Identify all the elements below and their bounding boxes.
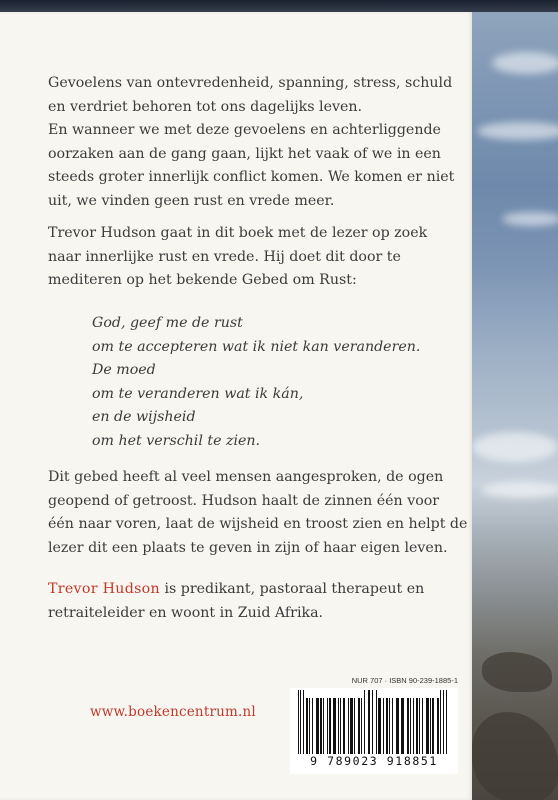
- barcode-bar: [348, 698, 349, 754]
- barcode-bar: [422, 698, 423, 754]
- barcode-bar: [407, 698, 409, 754]
- barcode-bar: [432, 698, 434, 754]
- cloud: [482, 482, 558, 498]
- text-line: retraiteleider en woont in Zuid Afrika.: [48, 604, 324, 621]
- cloud: [472, 432, 558, 462]
- text-line: uit, we vinden geen rust en vrede meer.: [48, 192, 335, 209]
- barcode-bar: [446, 690, 447, 754]
- barcode-bar: [413, 698, 414, 754]
- barcode-bar: [320, 698, 322, 754]
- barcode-bar: [298, 690, 299, 754]
- text-line: lezer dit een plaats te geven in zijn of haar eigen leven.: [48, 539, 448, 556]
- barcode-bar: [392, 698, 393, 754]
- author-name: Trevor Hudson: [48, 581, 160, 597]
- text-line: steeds groter innerlijk conflict komen. We komen er niet: [48, 169, 455, 185]
- barcode-bar: [440, 690, 441, 754]
- poem-line: De moed: [92, 362, 156, 378]
- barcode-bar: [416, 698, 418, 754]
- barcode-bar: [426, 698, 429, 754]
- text-line: Dit gebed heeft al veel mensen aangesproken, de ogen: [48, 469, 444, 485]
- barcode-bar: [419, 698, 420, 754]
- cloud: [502, 212, 558, 226]
- barcode-bar: [338, 698, 339, 754]
- barcode-bar: [329, 698, 331, 754]
- barcode-bar: [398, 698, 399, 754]
- text-line: En wanneer we met deze gevoelens en achterliggende: [48, 122, 441, 138]
- barcode-bar: [333, 698, 336, 754]
- author-bio-text: is predikant, pastoraal therapeut en: [159, 581, 425, 597]
- barcode-bar: [350, 698, 353, 754]
- rock: [472, 712, 558, 800]
- barcode-bar: [378, 698, 381, 754]
- isbn-label: NUR 707 · ISBN 90-239-1885-1: [351, 676, 458, 685]
- text-line: geopend of getroost. Hudson haalt de zinnen één voor: [48, 492, 440, 509]
- barcode-bar: [358, 698, 360, 754]
- author-bio-paragraph: [48, 578, 468, 625]
- barcode-bar: [430, 698, 431, 754]
- barcode-bar: [361, 698, 362, 754]
- prayer-impact-paragraph: [48, 466, 468, 560]
- barcode-bar: [386, 698, 388, 754]
- poem-line: om te veranderen wat ik kán,: [92, 385, 304, 402]
- barcode-bar: [306, 698, 308, 754]
- barcode-bar: [312, 698, 313, 754]
- barcode-bar: [343, 698, 345, 754]
- barcode-bar: [401, 698, 404, 754]
- book-description-paragraph: [48, 222, 468, 293]
- text-line: één naar voren, laat de wijsheid en troost zien en helpt de: [48, 516, 468, 532]
- cover-photo-strip: [472, 12, 558, 800]
- text-line: mediteren op het bekende Gebed om Rust:: [48, 272, 357, 288]
- barcode-bar: [364, 690, 365, 754]
- text-line: oorzaken aan de gang gaan, lijkt het vaak of we in een: [48, 145, 441, 162]
- poem-line: om het verschil te zien.: [92, 432, 261, 449]
- text-line: en verdriet behoren tot ons dagelijks leven.: [48, 98, 363, 115]
- barcode-bar: [389, 698, 390, 754]
- intro-paragraph: [48, 72, 468, 213]
- barcode-bar: [309, 698, 310, 754]
- barcode-bar: [443, 690, 444, 754]
- barcode-bar: [376, 690, 377, 754]
- text-line: Trevor Hudson gaat in dit boek met de lezer op zoek: [48, 225, 428, 241]
- publisher-website-link[interactable]: www.boekencentrum.nl: [90, 704, 256, 720]
- barcode-number: 9 789023 918851: [310, 754, 438, 768]
- barcode-bar: [369, 690, 370, 754]
- barcode-bar: [437, 698, 439, 754]
- barcode-bar: [372, 690, 373, 754]
- text-line: Gevoelens van ontevredenheid, spanning, stress, schuld: [48, 75, 453, 91]
- text-line: naar innerlijke rust en vrede. Hij doet dit door te: [48, 248, 401, 265]
- barcode-bar: [316, 698, 319, 754]
- poem-line: om te accepteren wat ik niet kan veranderen.: [92, 338, 421, 355]
- cloud: [492, 52, 558, 74]
- barcode-bar: [323, 698, 324, 754]
- barcode-bar: [327, 698, 328, 754]
- barcode-bar: [354, 698, 355, 754]
- serenity-prayer-quote: [92, 312, 452, 453]
- isbn-barcode: [290, 688, 458, 774]
- poem-line: en de wijsheid: [92, 409, 196, 425]
- text-line: [48, 578, 468, 602]
- barcode-bars: [298, 690, 448, 754]
- barcode-bar: [368, 690, 369, 754]
- barcode-bar: [410, 698, 411, 754]
- poem-line: God, geef me de rust: [92, 315, 243, 331]
- barcode-bar: [396, 698, 398, 754]
- barcode-bar: [340, 698, 341, 754]
- barcode-bar: [303, 690, 304, 754]
- cloud: [477, 122, 558, 140]
- barcode-bar: [383, 698, 384, 754]
- rock: [482, 652, 552, 692]
- barcode-bar: [300, 690, 301, 754]
